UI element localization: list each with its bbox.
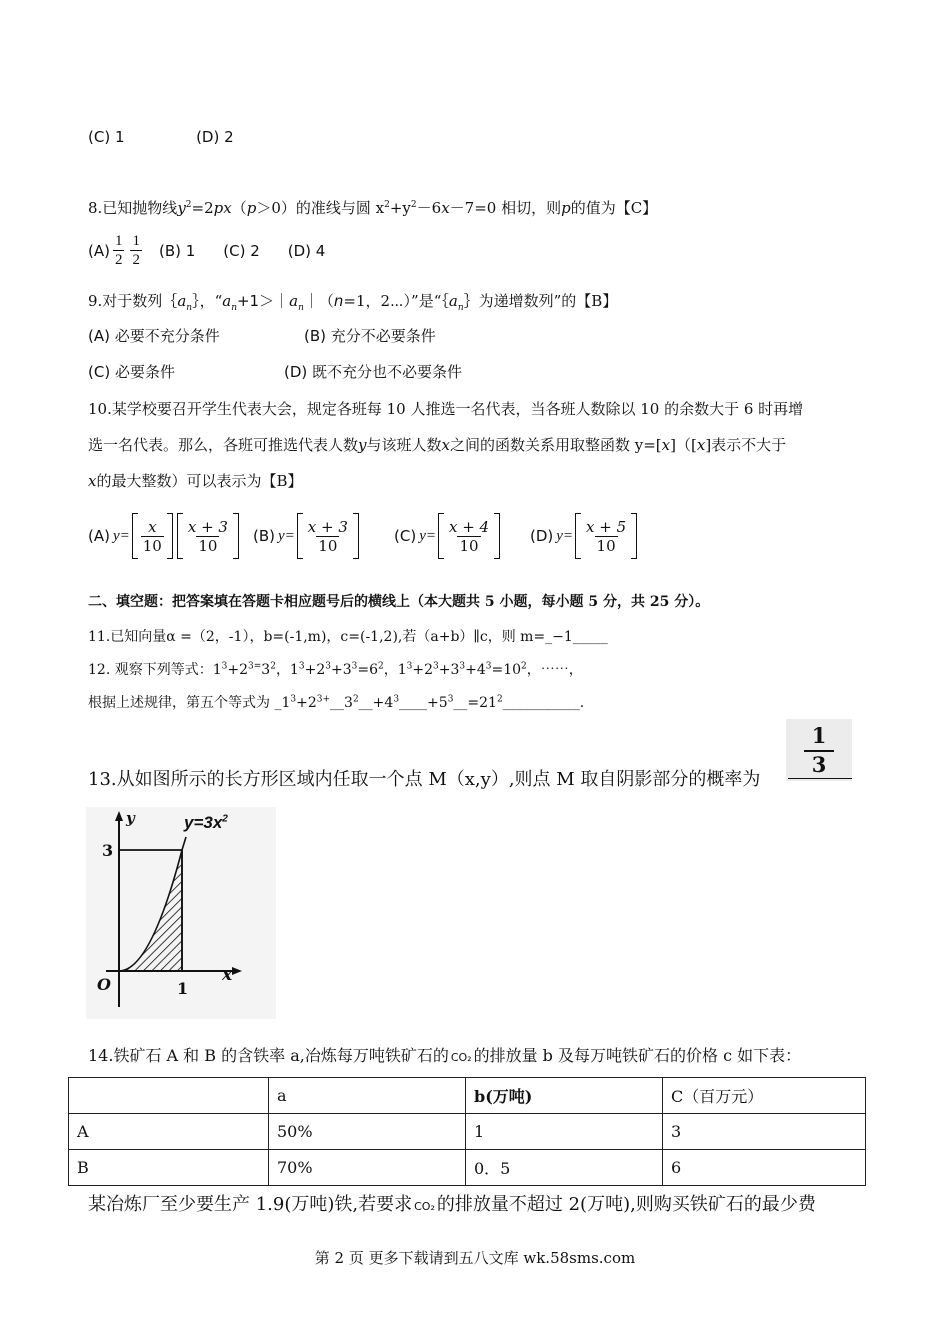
q9-option-b: (B) 充分不必要条件 [304,327,436,345]
q9-option-c: (C) 必要条件 [88,363,175,381]
q14-stem: 14.铁矿石 A 和 B 的含铁率 a,冶炼每万吨铁矿石的 CO₂ 的排放量 b 及每万吨铁矿石的价格 c 如下表： [88,1046,802,1065]
q10-line-1: 10.某学校要召开学生代表大会，规定各班每 10 人推选一名代表，当各班人数除以 10 的余数大于 6 时再增 [88,400,804,418]
q10-option-b: (B) y= $\frac{x + 3}{10}$ [253,513,361,559]
q9-option-d: (D) 既不充分也不必要条件 [284,363,463,381]
q14-table [68,1077,866,1186]
q13-answer-image: 1 3 [786,719,852,781]
page-footer: 第 2 页 更多下载请到五八文库 wk.58sms.com [314,1249,636,1267]
q9-option-a: (A) 必要不充分条件 [88,327,220,345]
q8-options [88,232,325,269]
table-row: A 50% 1 3 [69,1114,866,1150]
q10-line-3: x的最大整数）可以表示为【B】 [88,472,303,490]
co2-formula: CO₂ [450,1051,472,1064]
q8-option-a: (A) [88,241,110,260]
q10-option-a: (A) y= $\frac{x}{10}$ $\frac{x + 3}{10}$ [88,513,241,559]
q8-option-d: (D) 4 [287,241,326,260]
q8-fraction-2: $\frac{1}{2}$ [132,233,140,268]
q7-option-c: (C) 1 [88,128,125,146]
q9-stem: 9.对于数列$\{a_n\}$，“$a_n+1>|a_n|(n=1$，2⋯）”是“$\{a_n\}$为递增数列”的【B】 [88,292,618,313]
q13-stem: 13.从如图所示的长方形区域内任取一个点 M（x,y）,则点 M 取自阴影部分的概率为 [88,769,761,790]
q8-fraction-1: $\frac{1}{2}$ [114,233,123,268]
q9-options-row2 [88,361,462,382]
table-header-row: a b(万吨) C（百万元） [69,1078,866,1114]
q13-figure: y $y=3x^2$ 3 O 1 x [86,807,276,1019]
q12-line-2: 根据上述规律，第五个等式为 $\_1^3+2^{3+}\_\_3^2\_\_+4^3\_\_\_\_+5^3\_\_=21^2\_\_\_\_\_\_\_\_\_\_\_$. [88,694,585,711]
q7-option-d: (D) 2 [196,128,234,146]
co2-formula: CO₂ [414,1200,435,1213]
q10-option-c: (C) y= $\frac{x + 4}{10}$ [394,513,502,559]
table-row: B 70% 0．5 6 [69,1150,866,1186]
q8-stem: 8.已知抛物线$y^2=2px(p>0)$的准线与圆 $x^2+y^2-6x-7=0$ 相切，则p的值为【C】 [88,199,658,217]
q9-options-row1 [88,325,436,346]
q12-line-1: 12. 观察下列等式：$1^3+2^{3=}3^2$，$1^3+2^3+3^3=6^2$，$1^3+2^3+3^3+4^3=10^2$，⋯⋯， [88,661,583,678]
q10-line-2: 选一名代表。那么，各班可推选代表人数y与该班人数x之间的函数关系用取整函数 y=[x]（[x]表示不大于 [88,436,787,454]
q11: 11.已知向量α =（2，-1），b=(-1,m)，c=(-1,2),若（a+b）∥c，则 m=_−1_____ [88,629,608,645]
q14-continuation: 某冶炼厂至少要生产 1.9(万吨)铁,若要求 CO₂ 的排放量不超过 2(万吨),则购买铁矿石的最少费 [88,1194,816,1215]
q7-options [88,128,234,146]
q10-option-d: (D) y= $\frac{x + 5}{10}$ [530,513,639,559]
section-2-title: 二、填空题：把答案填在答题卡相应题号后的横线上（本大题共 5 小题，每小题 5 分，共 25 分）。 [88,594,710,610]
q8-option-c: (C) 2 [223,241,260,260]
q8-option-b: (B) 1 [158,241,196,260]
